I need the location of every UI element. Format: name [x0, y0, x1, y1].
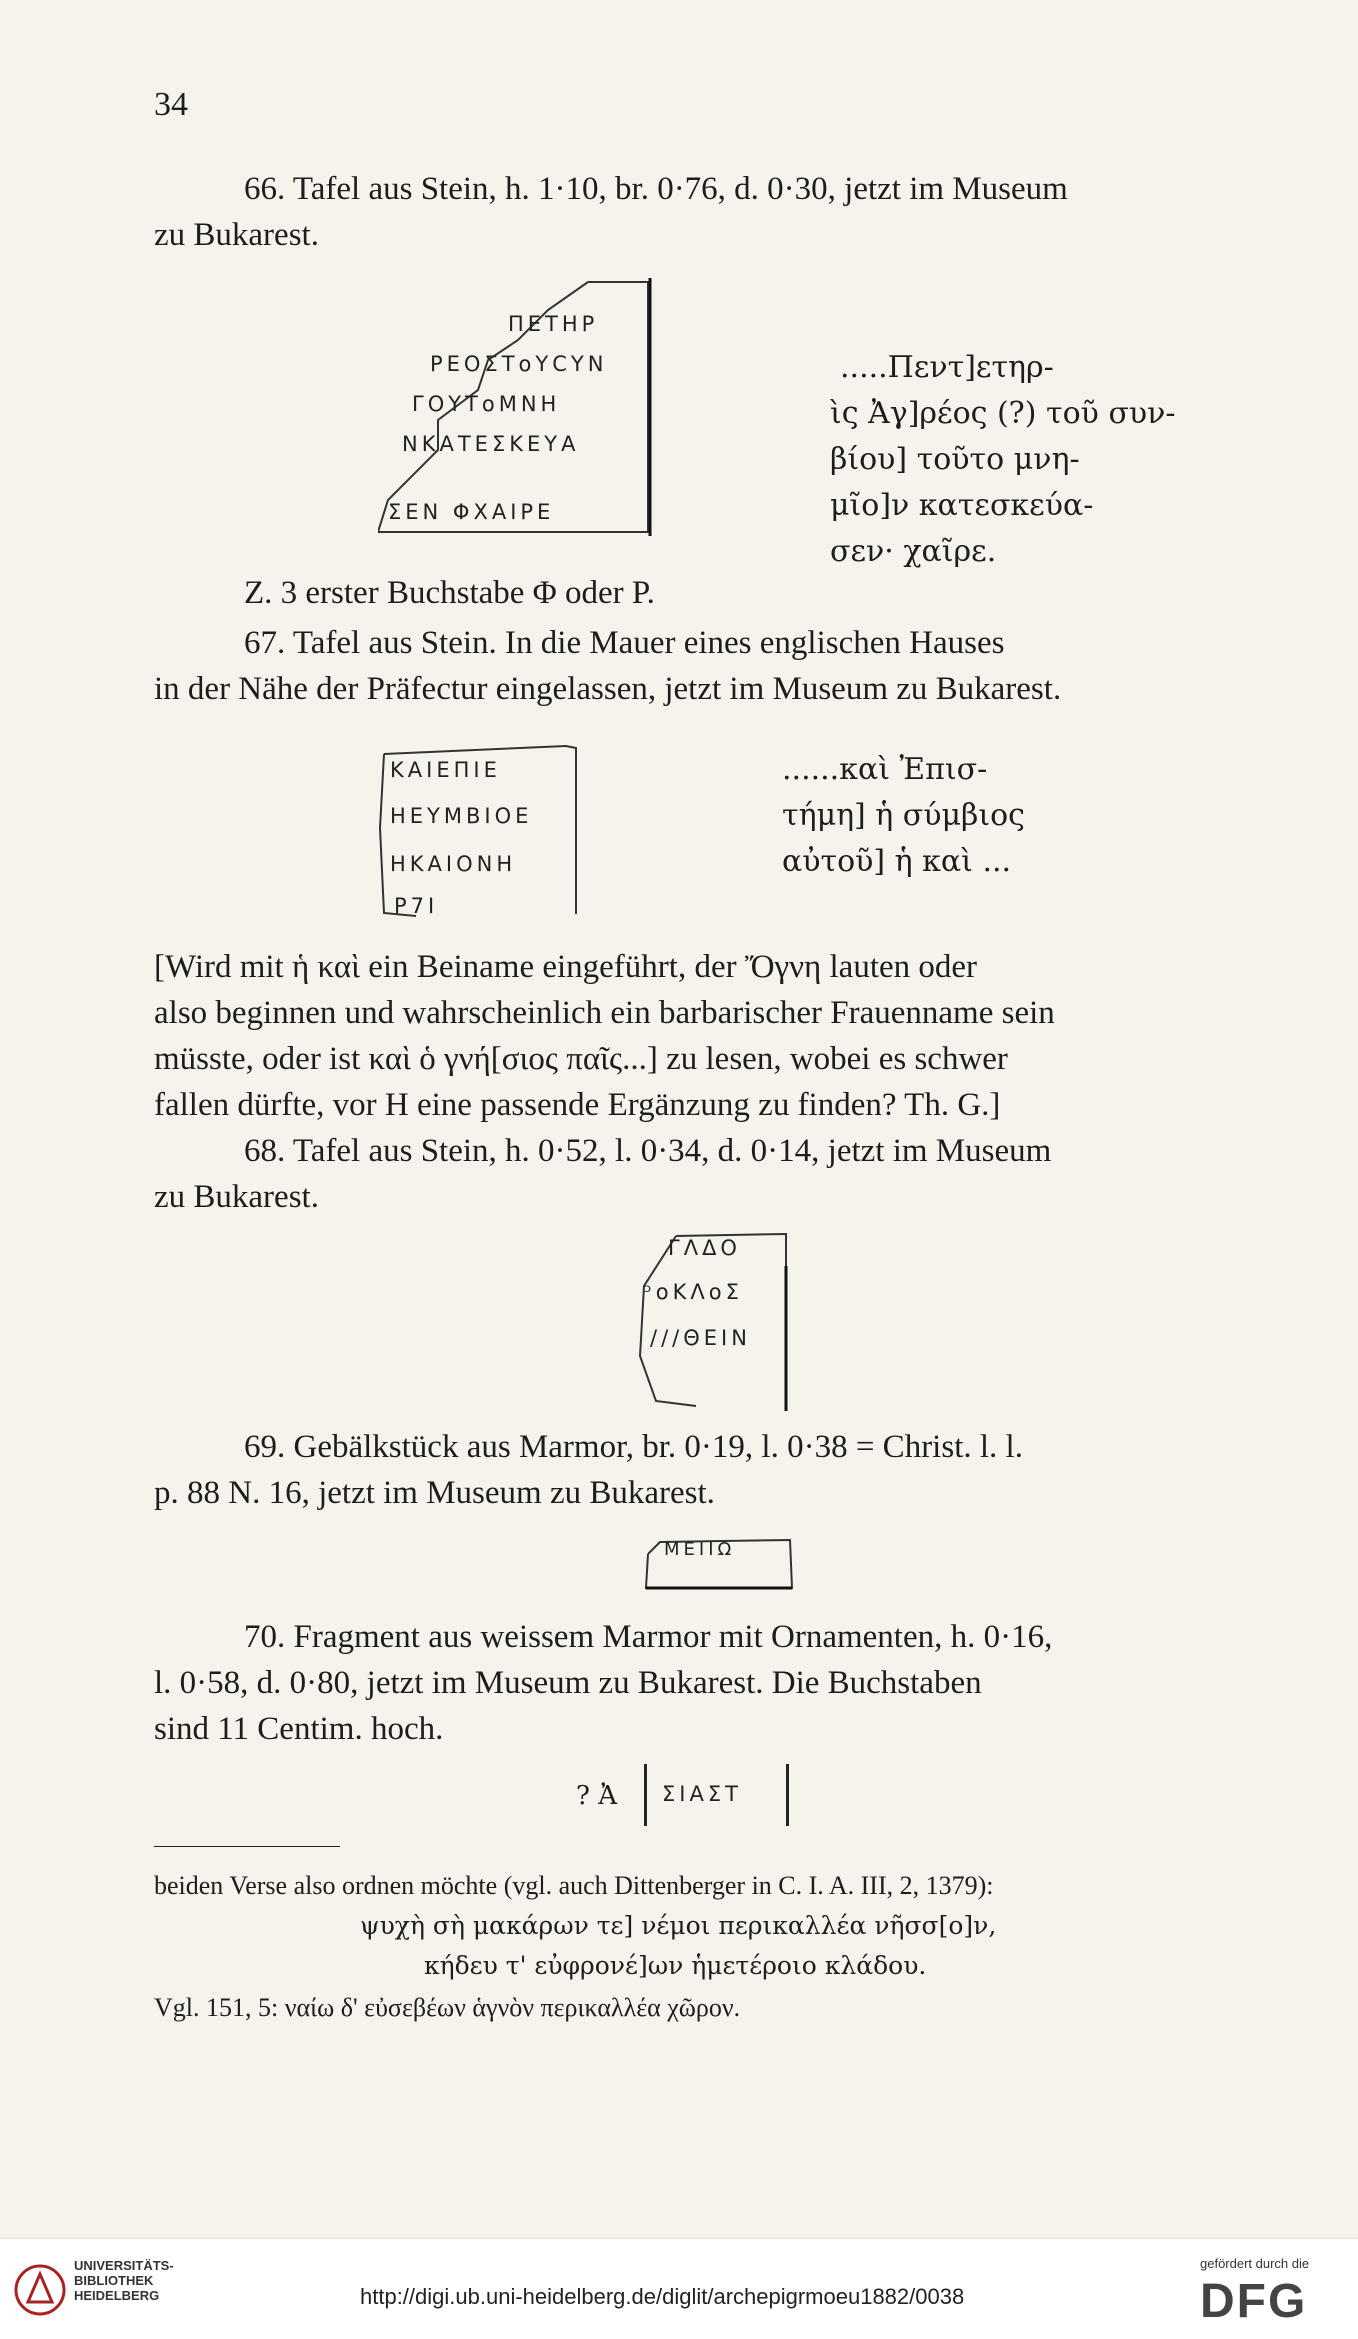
inscription68-line2: ᵓοΚΛοΣ — [644, 1280, 743, 1304]
transcription66-line2: ὶς Ἀγ]ρέος (?) τοῦ συν- — [830, 396, 1176, 431]
inscription66-line1: ΠΕΤΗΡ — [508, 312, 599, 336]
entry67-line1: 67. Tafel aus Stein. In die Mauer eines englischen Hauses — [244, 625, 1005, 661]
entry66-note: Z. 3 erster Buchstabe Φ oder Ρ. — [244, 575, 655, 611]
library-name-line1: UNIVERSITÄTS- — [74, 2258, 174, 2273]
entry67-line2: in der Nähe der Präfectur eingelassen, jetzt im Museum zu Bukarest. — [154, 671, 1062, 707]
page-number: 34 — [154, 86, 188, 123]
library-name — [74, 2258, 174, 2303]
entry69-line1: 69. Gebälkstück aus Marmor, br. 0·19, l. 0·38 = Christ. l. l. — [244, 1429, 1023, 1465]
inscription67-line1: ΚΑΙΕΠΙΕ — [390, 758, 501, 782]
footnote-line2: ψυχὴ σὴ μακάρων τε] νέμοι περικαλλέα νῆσσ[ο]ν, — [360, 1911, 997, 1940]
entry67-comment-line3: müsste, oder ist καὶ ὁ γνή[σιος παῖς...] zu lesen, wobei es schwer — [154, 1041, 1008, 1077]
entry67-comment-line1: [Wird mit ἡ καὶ ein Beiname eingeführt, der Ὄγνη lauten oder — [154, 949, 978, 985]
entry70-line3: sind 11 Centim. hoch. — [154, 1711, 444, 1747]
entry66-line1: 66. Tafel aus Stein, h. 1·10, br. 0·76, d. 0·30, jetzt im Museum — [244, 171, 1068, 207]
inscription68-line3: ///ΘΕΙΝ — [650, 1326, 751, 1350]
inscription66-line4: ΝΚΑΤΕΣΚΕΥΑ — [402, 432, 580, 456]
footnote-line3: κήδευ τ' εὐφρονέ]ων ἡμετέροιο κλάδου. — [424, 1951, 927, 1980]
transcription67-line2: τήμη] ἡ σύμβιος — [782, 798, 1025, 833]
transcription66-line3: βίου] τοῦτο μνη- — [830, 442, 1080, 477]
transcription66-line5: σεν· χαῖρε. — [830, 534, 997, 569]
transcription66-line4: μῖο]ν κατεσκεύα- — [830, 488, 1094, 523]
inscription66-line5: ΣΕΝ ΦΧΑΙΡΕ — [388, 500, 555, 524]
entry69-line2: p. 88 N. 16, jetzt im Museum zu Bukarest. — [154, 1475, 715, 1511]
inscription67-line4: Ρ7Ι — [394, 894, 439, 918]
inscription70-left-border — [644, 1764, 647, 1826]
inscription70-left: ? Ἀ — [576, 1781, 617, 1811]
transcription67-line1: ......καὶ Ἐπισ- — [782, 752, 988, 787]
footnote-rule — [154, 1846, 340, 1847]
entry67-comment-line4: fallen dürfte, vor Η eine passende Ergänzung zu finden? Th. G.] — [154, 1087, 1001, 1123]
entry67-comment-line2: also beginnen und wahrscheinlich ein barbarischer Frauenname sein — [154, 995, 1055, 1031]
inscription66-line3: ΓΟΥΤοΜΝΗ — [412, 392, 561, 416]
inscription66-line2: ΡΕΟΣΤοΥCΥΝ — [430, 352, 608, 376]
transcription67-line3: αὐτοῦ] ἡ καὶ ... — [782, 844, 1012, 879]
footnote-line4: Vgl. 151, 5: ναίω δ' εὐσεβέων ἁγνὸν περικαλλέα χῶρον. — [154, 1993, 741, 2022]
inscription69-line1: ΜΕΙΙΩ — [664, 1539, 736, 1560]
inscription67-line2: ΗΕΥΜΒΙΟΕ — [390, 804, 533, 828]
entry68-line1: 68. Tafel aus Stein, h. 0·52, l. 0·34, d. 0·14, jetzt im Museum — [244, 1133, 1052, 1169]
library-name-line2: BIBLIOTHEK — [74, 2273, 154, 2288]
dfg-logo: DFG — [1200, 2275, 1308, 2328]
library-name-line3: HEIDELBERG — [74, 2288, 160, 2303]
inscription68-line1: ΓΛΔΟ — [668, 1236, 741, 1260]
entry68-line2: zu Bukarest. — [154, 1179, 319, 1215]
entry70-line1: 70. Fragment aus weissem Marmor mit Ornamenten, h. 0·16, — [244, 1619, 1053, 1655]
entry66-line2: zu Bukarest. — [154, 217, 319, 253]
footnote-line1: beiden Verse also ordnen möchte (vgl. auch Dittenberger in C. I. A. III, 2, 1379): — [154, 1871, 994, 1900]
funded-by-label: gefördert durch die — [1200, 2256, 1310, 2271]
inscription67-line3: ΗΚΑΙΟΝΗ — [390, 852, 517, 876]
footer-url-link[interactable]: http://digi.ub.uni-heidelberg.de/diglit/archepigrmoeu1882/0038 — [360, 2284, 965, 2309]
entry70-line2: l. 0·58, d. 0·80, jetzt im Museum zu Bukarest. Die Buchstaben — [154, 1665, 982, 1701]
inscription70-right: ΣΙΑΣΤ — [662, 1782, 742, 1806]
transcription66-line1: .....Πεντ]ετηρ- — [840, 350, 1054, 385]
inscription70-right-border — [786, 1764, 789, 1826]
university-seal-icon — [14, 2262, 66, 2318]
